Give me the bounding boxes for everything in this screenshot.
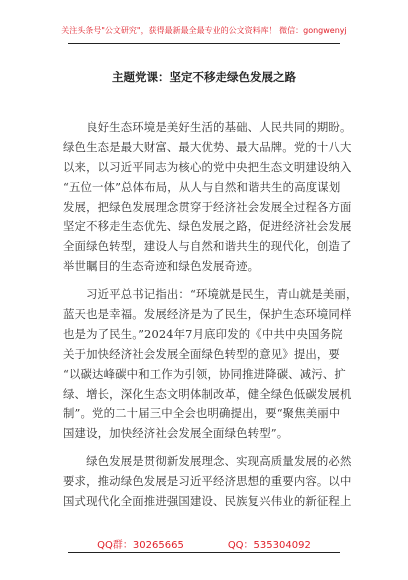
document-body	[63, 118, 358, 512]
text-line: 关于加快经济社会发展全面绿色转型的意见》提出，要	[63, 346, 340, 361]
text-line: 以来，以习近平同志为核心的党中央把生态文明建设纳入	[63, 159, 352, 174]
text-line: 要求，推动绿色发展是习近平经济思想的重要内容。以中	[63, 474, 352, 489]
text-line: 习近平总书记指出：“环境就是民生，青山就是美丽，	[63, 287, 358, 302]
text-line: 良好生态环境是美好生活的基础、人民共同的期盼。	[63, 120, 352, 134]
text-line: “五位一体”总体布局，从人与自然和谐共生的高度谋划	[63, 179, 341, 194]
text-line: 国式现代化全面推进强国建设、民族复兴伟业的新征程上	[63, 494, 352, 509]
text-line: 制”。党的二十届三中全会也明确提出，要“聚焦美丽中	[63, 406, 341, 421]
text-line: 也是为了民生。”2024年7月底印发的《中共中央国务院	[63, 326, 343, 341]
text-line: 绿色生态是最大财富、最大优势、最大品牌。党的十八大	[63, 139, 352, 154]
paragraph-spacer	[63, 277, 346, 285]
text-line: 举世瞩目的生态奇迹和绿色发展奇迹。	[63, 259, 260, 274]
header-notice: 关注头条号"公文研究"，获得最新最全最专业的公文资料库！ 微信：gongwenyj	[61, 26, 347, 35]
page-header	[0, 0, 408, 44]
text-line: 全面绿色转型，建设人与自然和谐共生的现代化，创造了	[63, 239, 352, 254]
header-divider	[68, 43, 340, 44]
page-footer	[0, 536, 408, 551]
text-line: 绿色发展是贯彻新发展理念、实现高质量发展的必然	[63, 454, 352, 469]
text-line: 绿、增长，深化生态文明体制改革，健全绿色低碳发展机	[63, 386, 352, 401]
text-line: 国建设，加快经济社会发展全面绿色转型”。	[63, 426, 289, 441]
text-line: “以碳达峰碳中和工作为引领，协同推进降碳、减污、扩	[63, 366, 346, 381]
footer-qq: QQ：535304092	[227, 540, 311, 551]
text-line: 坚定不移走生态优先、绿色发展之路，促进经济社会发展	[63, 219, 352, 234]
footer-qq-group: QQ群：30265665	[97, 540, 184, 551]
paragraph	[63, 452, 352, 512]
footer-divider	[68, 552, 340, 553]
text-line: 蓝天也是幸福。发展经济是为了民生，保护生态环境同样	[63, 307, 352, 322]
document-title: 主题党课：坚定不移走绿色发展之路	[112, 70, 296, 84]
paragraph-spacer	[63, 444, 346, 452]
text-line: 发展，把绿色发展理念贯穿于经济社会发展全过程各方面	[63, 199, 352, 214]
paragraph	[63, 118, 352, 277]
paragraph	[63, 285, 358, 444]
